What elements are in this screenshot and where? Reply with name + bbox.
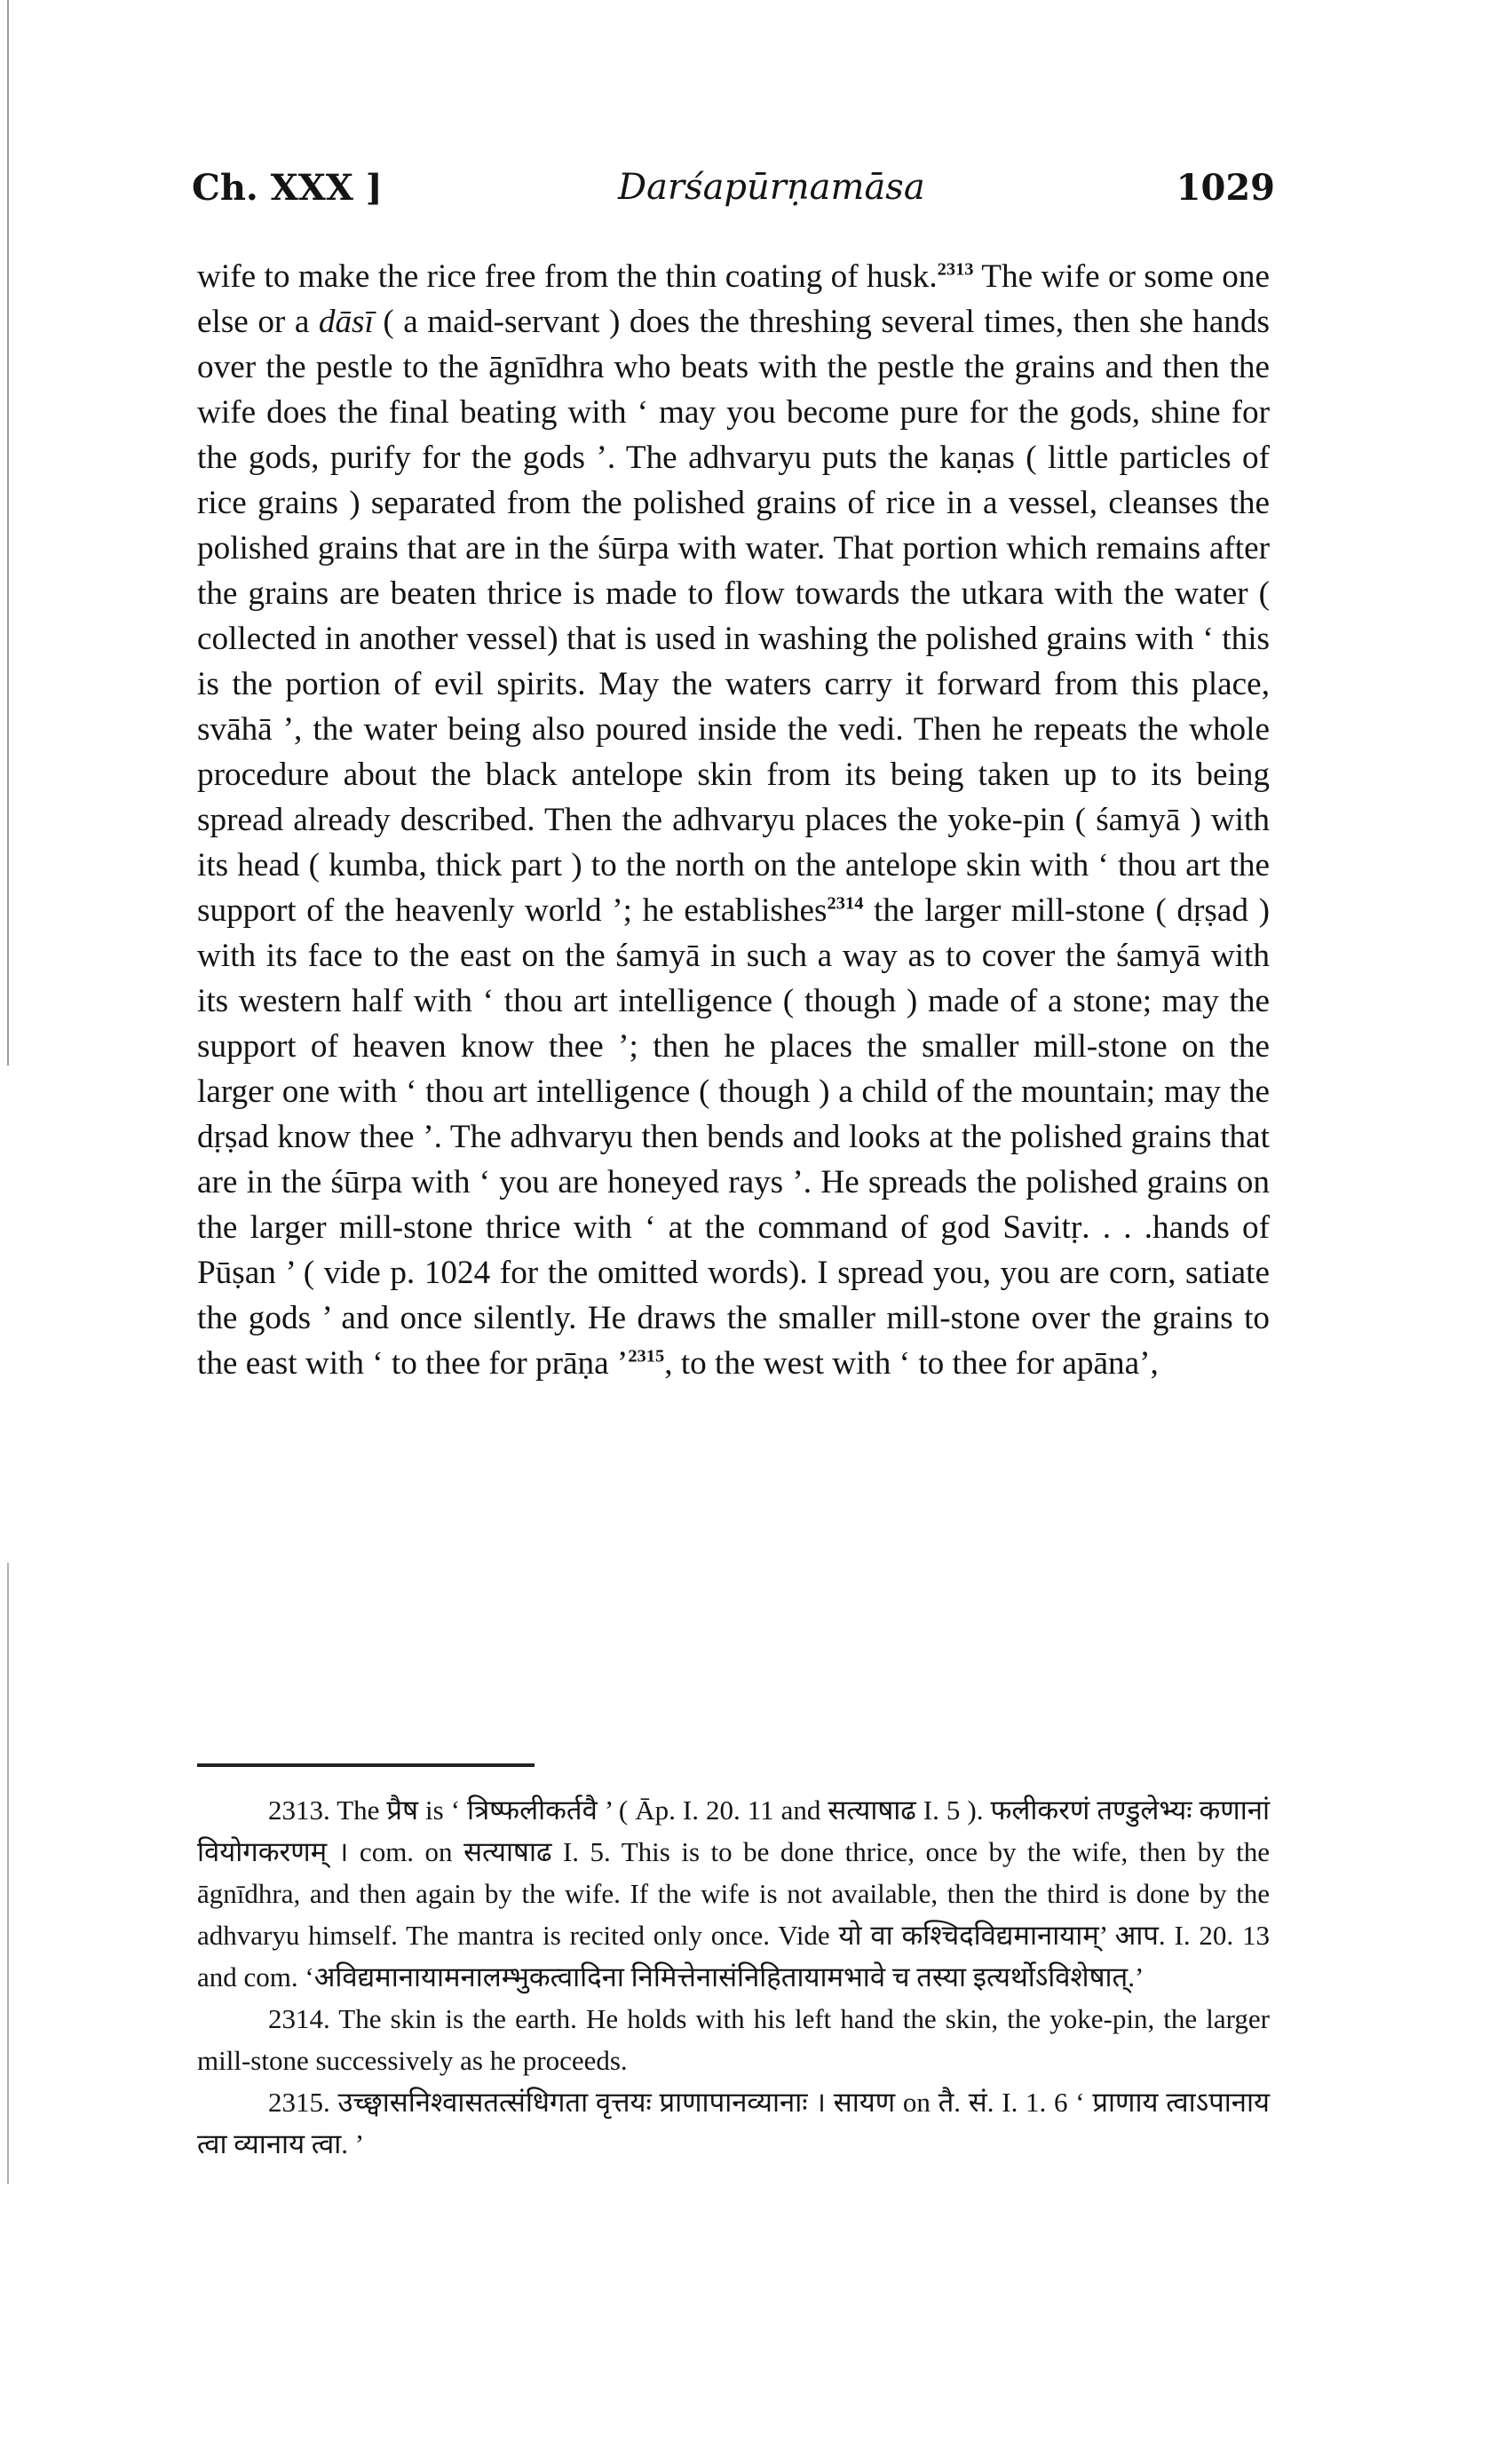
footnote-2315: 2315. उच्छ्वासनिश्वासतत्संधिगता वृत्तयः प्राणापानव्यानाः । सायण on तै. सं. I. 1. 6 ‘ प्राणाय त्वाऽपानाय त्वा व्यानाय त्वा. ’ — [197, 2087, 1270, 2159]
footnote-separator — [197, 1763, 535, 1767]
footnotes — [197, 1789, 1270, 2165]
body-text-1: wife to make the rice free from the thin coating of husk. — [197, 258, 938, 295]
scan-edge-mark — [7, 0, 9, 1066]
main-text — [197, 254, 1270, 1386]
body-term-dasi: dāsī — [318, 304, 374, 340]
running-title: Darśapūrṇamāsa — [618, 167, 925, 208]
running-header — [192, 167, 1275, 220]
body-text-3: ( a maid-servant ) does the threshing several times, then she hands over the pestle to the āgnīdhra who beats with the pestle the grains and then the wife does the final beating with ‘ may you become pure for the gods, shine for the gods, purify for the gods ’. The adhvaryu puts the kaṇas ( little particles of rice grains ) separated from the polished grains of rice in a vessel, cleanses the polished grains that are in the śūrpa with water. That portion which remains after the grains are beaten thrice is made to flow towards the utkara with the water ( collected in another vessel) that is used in washing the polished grains with ‘ this is the portion of evil spirits. May the waters carry it forward from this place, svāhā ’, the water being also poured inside the vedi. Then he repeats the whole procedure about the black antelope skin from its being taken up to its being spread already described. Then the adhvaryu places the yoke-pin ( śamyā ) with its head ( kumba, thick part ) to the north on the antelope skin with ‘ thou art the support of the heavenly world ’; he establishes — [197, 304, 1270, 929]
footnote-2314: 2314. The skin is the earth. He holds with his left hand the skin, the yoke-pin, the larger mill-stone successively as he proceeds. — [197, 2003, 1270, 2076]
chapter-label: Ch. XXX ] — [192, 167, 383, 209]
body-text-2: The wife or some one else or a — [197, 258, 1271, 340]
scan-edge-mark-lower — [7, 1563, 9, 2184]
footnote-ref-2315: 2315 — [628, 1346, 665, 1367]
footnote-2313: 2313. The प्रैष is ‘ त्रिष्फलीकर्तवै ’ ( Āp. I. 20. 11 and सत्याषाढ I. 5 ). फलीकरणं तण्डुलेभ्यः कणानां वियोगकरणम् । com. on सत्याषाढ I. 5. This is to be done thrice, once by the wife, then by the āgnīdhra, and then again by the wife. If the wife is not available, then the third is done by the adhvaryu himself. The mantra is recited only once. Vide यो वा कश्चिदविद्यमानायाम्’ आप. I. 20. 13 and com. ‘अविद्यमानायामनालम्भुकत्वादिना निमित्तेनासंनिहितायामभावे च तस्या इत्यर्थोऽविशेषात्.’ — [197, 1795, 1270, 1993]
body-paragraph — [197, 254, 1270, 1386]
footnote-ref-2314: 2314 — [827, 893, 864, 914]
page-number: 1029 — [1176, 167, 1275, 209]
body-text-5: , to the west with ‘ to thee for apāna’, — [664, 1345, 1159, 1382]
footnote-ref-2313: 2313 — [937, 259, 974, 280]
body-text-4: the larger mill-stone ( dṛṣad ) with its face to the east on the śamyā in such a way as to cover the śamyā with its western half with ‘ thou art intelligence ( though ) made of a stone; may the support of heaven know thee ’; then he places the smaller mill-stone on the larger one with ‘ thou art intelligence ( though ) a child of the mountain; may the dṛṣad know thee ’. The adhvaryu then bends and looks at the polished grains that are in the śūrpa with ‘ you are honeyed rays ’. He spreads the polished grains on the larger mill-stone thrice with ‘ at the command of god Savitṛ. . . .hands of Pūṣan ’ ( vide p. 1024 for the omitted words). I spread you, you are corn, satiate the gods ’ and once silently. He draws the smaller mill-stone over the grains to the east with ‘ to thee for prāṇa ’ — [197, 892, 1270, 1382]
